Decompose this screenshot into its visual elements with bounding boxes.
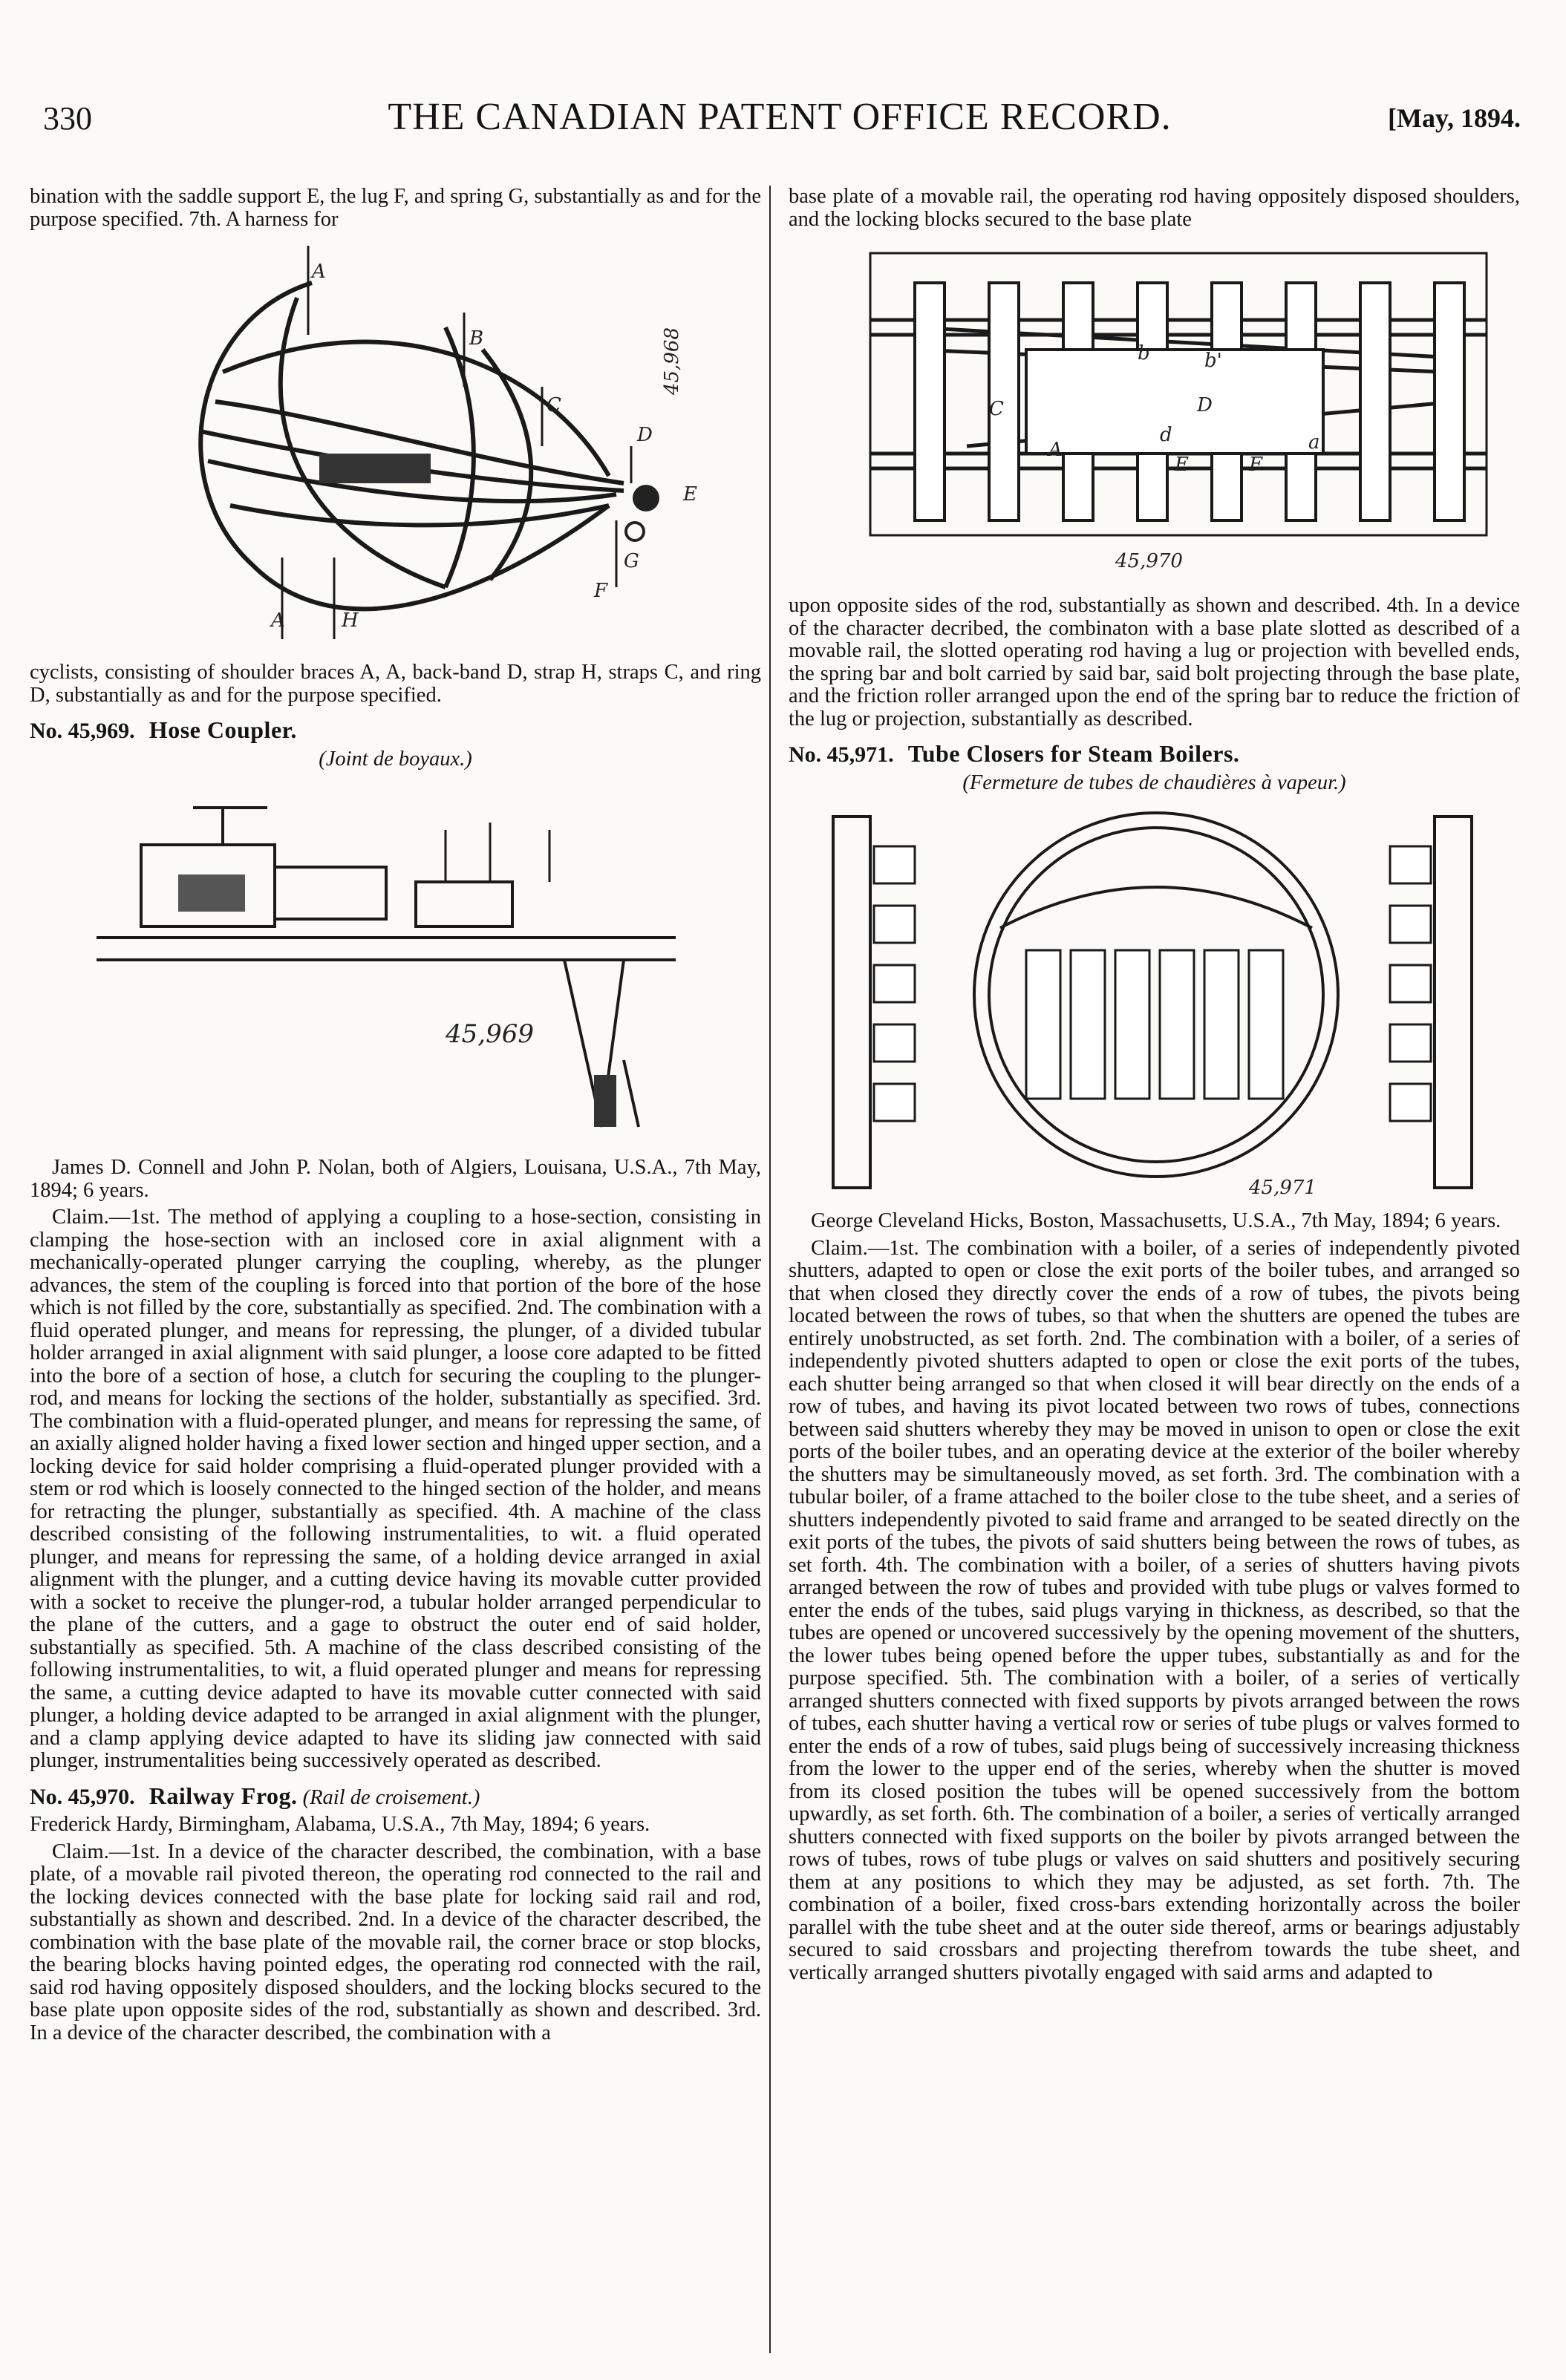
frog-label-d-small: d <box>1160 424 1172 446</box>
column-divider <box>769 186 771 2353</box>
frog-label-c: C <box>989 398 1004 420</box>
hose-coupler-figure <box>30 778 761 1149</box>
hose-coupler-drawing <box>30 778 761 1149</box>
frog-label-f: F <box>1249 454 1263 476</box>
patent-45971-french-title: (Fermeture de tubes de chaudières à vapeur.) <box>962 771 1346 794</box>
patent-45970-number: No. 45,970. <box>30 1784 135 1809</box>
patent-45971-title: Tube Closers for Steam Boilers. <box>907 740 1240 767</box>
patent-45971-heading <box>789 742 1520 768</box>
frog-label-a-small: a <box>1308 431 1320 454</box>
harness-figure <box>30 238 761 654</box>
frog-label-e: E <box>1175 454 1189 476</box>
patent-45971-number: No. 45,971. <box>789 742 894 767</box>
harness-end-text: cyclists, consisting of shoulder braces A, A, back-band D, strap H, straps C, and ring D, substantially as and for the purpose specified. <box>30 661 761 707</box>
patent-45970-french-title: (Rail de croisement.) <box>302 1785 480 1809</box>
patent-45970-inventor: Frederick Hardy, Birmingham, Alabama, U.S.A., 7th May, 1894; 6 years. <box>30 1813 650 1836</box>
page-header <box>30 89 1530 156</box>
frog-label-d: D <box>1197 394 1213 416</box>
patent-45969-title: Hose Coupler. <box>149 716 297 743</box>
patent-45969-french-title: (Joint de boyaux.) <box>319 747 472 771</box>
hose-coupler-figure-number: 45,969 <box>446 1019 534 1049</box>
frog-label-a: A <box>1048 439 1063 461</box>
railway-frog-drawing <box>789 238 1520 587</box>
running-title: THE CANADIAN PATENT OFFICE RECORD. <box>388 96 1172 138</box>
fig-label-f: F <box>594 580 608 602</box>
patent-45970-claim: Claim.—1st. In a device of the character described, the combination, with a base plate, of a movable rail pivoted thereon, the operating rod connected to the rail and the locking devices connected with the base plate for locking said rail and rod, substantially as shown and described. 2nd. In a device of the character described, the combination with the base plate of the movable rail, the corner brace or stop blocks, the bearing blocks having pointed edges, the operating rod connected with the rail, said rod having oppositely disposed shoulders, and the locking blocks secured to the base plate upon opposite sides of the rod, substantially as shown and described. 3rd. In a device of the character described, the combination with a <box>30 1840 761 2044</box>
patent-45971-claim: Claim.—1st. The combination with a boiler, of a series of independently pivoted shutters, adapted to open or close the exit ports of the boiler tubes, and arranged so that when closed they directly cover the ends of a row of tubes, the pivots being located between the rows of tubes, so that when the shutters are opened the tubes are entirely unobstructed, as set forth. 2nd. The combination with a boiler, of a series of independently pivoted shutters adapted to open or close the exit ports of the tubes, each shutter being arranged so that when closed it will bear directly on the ends of a row of tubes, and having its pivot located between two rows of tubes, connections between said shutters whereby they may be moved in unison to open or close the exit ports of the boiler tubes, and an operating device at the exterior of the boiler whereby the shutters may be simultaneously moved, as set forth. 3rd. The combination with a tubular boiler, of a frame attached to the boiler close to the tube sheet, and a series of shutters independently pivoted to said frame and arranged to be seated directly on the exit ports of the tubes, the pivots of said shutters being between the rows of tubes, as set forth. 4th. The combination with a boiler, of a series of shutters having pivots arranged between the row of tubes and provided with tube plugs or valves formed to enter the ends of the tubes, said plugs varying in thickness, as described, so that the tubes are opened or uncovered successively by the opening movement of the shutters, the lower tubes being opened before the upper tubes, substantially as and for the purpose specified. 5th. The combination with a boiler, of a series of vertically arranged shutters connected with fixed supports by pivots arranged between the rows of tubes, each shutter having a vertical row or series of tube plugs or valves formed to enter the ends of a row of tubes, said plugs being of successively increasing thickness from the lower to the upper end of the series, whereby when the shutter is moved from its closed position the tubes will be opened successively from the bottom upwardly, as set forth. 6th. The combination of a boiler, a series of vertically arranged shutters connected with fixed supports on the boiler by pivots arranged between the rows of tubes, rows of tube plugs or valves on said shutters and positively securing them at any positions to which they may be adjusted, as set forth. 7th. The combination of a boiler, fixed cross-bars extending horizontally across the boiler parallel with the tube sheet and at the outer side thereof, arms or bearings adjustably secured to said crossbars and projecting therefrom towards the tube sheet, and vertically arranged shutters pivotally engaged with said arms and adapted to <box>789 1236 1520 1984</box>
patent-45969-inventor: James D. Connell and John P. Nolan, both of Algiers, Louisana, U.S.A., 7th May, 1894; 6 years. <box>30 1156 761 1202</box>
fig-label-a: A <box>312 261 326 283</box>
left-column <box>30 186 761 2353</box>
fig-label-g: G <box>624 550 639 572</box>
patent-45970-heading <box>30 1782 761 1810</box>
railway-frog-figure <box>789 238 1520 587</box>
fig-label-d: D <box>637 424 653 446</box>
page-date: [May, 1894. <box>1388 103 1521 133</box>
patent-45969-number: No. 45,969. <box>30 719 135 743</box>
fig-label-b: B <box>469 327 484 350</box>
patent-45969-heading <box>30 716 761 744</box>
fig-label-e: E <box>683 483 697 506</box>
frog-label-b: b <box>1138 342 1150 364</box>
frog-label-b-prime: b' <box>1204 350 1222 372</box>
patent-45971-inventor: George Cleveland Hicks, Boston, Massachusetts, U.S.A., 7th May, 1894; 6 years. <box>811 1209 1501 1232</box>
tube-closer-figure-number: 45,971 <box>1249 1177 1317 1199</box>
fig-label-h: H <box>342 609 359 632</box>
fig-label-a2: A <box>271 609 285 632</box>
right-column <box>789 186 1520 2353</box>
page-number: 330 <box>43 100 92 137</box>
fig-label-c: C <box>547 394 561 416</box>
tube-closer-drawing <box>789 802 1520 1203</box>
harness-intro-text: bination with the saddle support E, the lug F, and spring G, substantially as and for the purpose specified. 7th. A harness for <box>30 186 761 231</box>
harness-figure-number: 45,968 <box>661 327 683 395</box>
frog-continued-top: base plate of a movable rail, the operating rod having oppositely disposed shoulders, and the locking blocks secured to the base plate <box>789 186 1520 231</box>
patent-45969-claim: Claim.—1st. The method of applying a coupling to a hose-section, consisting in clamping the hose-section with an inclosed core in axial alignment with a mechanically-operated plunger carrying the coupling, whereby, as the plunger advances, the stem of the coupling is forced into that portion of the bore of the hose which is not filled by the core, substantially as specified. 2nd. The combination with a fluid operated plunger, and means for repressing, the plunger, of a divided tubular holder arranged in axial alignment with said plunger, a loose core adapted to be fitted into the bore of a section of hose, a clutch for securing the coupling to the plunger-rod, and means for locking the sections of the holder, substantially as specified. 3rd. The combination with a fluid-operated plunger, and means for repressing the same, of an axially aligned holder having a fixed lower section and hinged upper section, and a locking device for said holder comprising a fluid-operated plunger provided with a stem or rod which is loosely connected to the hinged section of the holder, and means for retracting the plunger, substantially as specified. 4th. A machine of the class described consisting of the following instrumentalities, to wit. a fluid operated plunger, and means for repressing the same, of a holding device arranged in axial alignment with the plunger, and a cutting device having its movable cutter provided with a socket to receive the plunger-rod, a tubular holder arranged perpendicular to the plane of the cutters, and a gage to obstruct the outer end of said holder, substantially as specified. 5th. A machine of the class described consisting of the following instrumentalities, to wit, a fluid operated plunger and means for repressing the same, a cutting device adapted to have its movable cutter connected with said plunger, a holding device adapted to be arranged in axial alignment with the plunger, and a clamp applying device adapted to have its sliding jaw connected with said plunger, instrumentalities being successively operated as described. <box>30 1206 761 1772</box>
frog-figure-number: 45,970 <box>1115 550 1183 572</box>
tube-closer-figure <box>789 802 1520 1203</box>
patent-45970-title: Railway Frog. <box>149 1782 298 1809</box>
frog-continued-bottom: upon opposite sides of the rod, substantially as shown and described. 4th. In a device of the character decribed, the combinaton with a base plate slotted as described of a movable rail, the slotted operating rod having a lug or projection with bevelled ends, the spring bar and bolt carried by said bar, said bolt projecting through the base plate, and the friction roller arranged upon the end of the spring bar to reduce the friction of the lug or projection, substantially as described. <box>789 594 1520 730</box>
